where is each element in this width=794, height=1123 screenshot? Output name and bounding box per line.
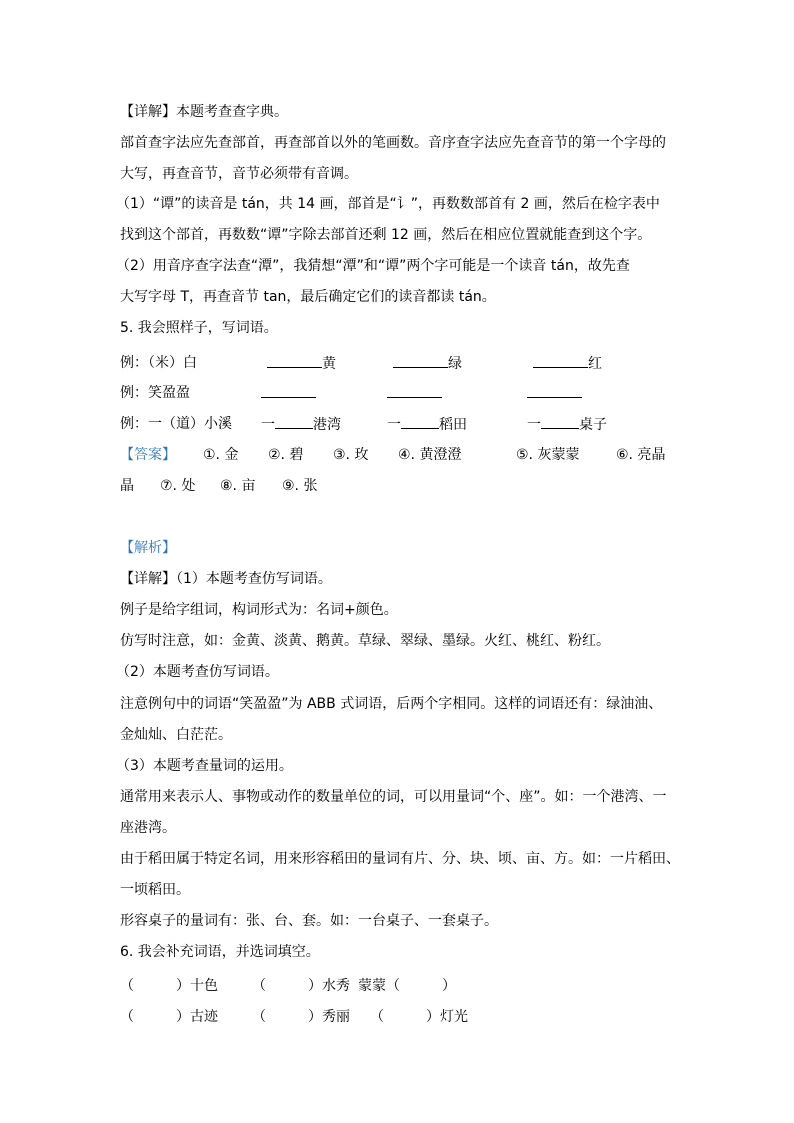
prefix: 一 [261, 417, 275, 433]
answer-item: ⑦. 处 [160, 478, 196, 494]
item-word: 桌子 [579, 417, 607, 433]
text-line: （2）用音序查字法查“潭”，我猜想“潭”和“谭”两个字可能是一个读音 tán，故先查 [116, 258, 630, 274]
answer-item: ⑧. 亩 [220, 478, 256, 494]
question-title: 6. 我会补充词语，并选词填空。 [120, 944, 320, 960]
text-line: 【详解】本题考查查字典。 [120, 104, 288, 120]
fill-item[interactable] [393, 353, 462, 374]
fill-item[interactable]: （ ）灯光 [370, 1009, 468, 1025]
text-line: 形容桌子的量词有：张、台、套。如：一台桌子、一套桌子。 [120, 913, 498, 929]
fill-item[interactable] [387, 414, 467, 435]
text-line: （1）“谭”的读音是 tán，共 14 画，部首是“讠”，再数数部首有 2 画，然后在检字表中 [116, 196, 660, 212]
text-line: 大写字母 T，再查音节 tan，最后确定它们的读音都读 tán。 [120, 289, 496, 305]
text-line: 大写，再查音节，音节必须带有音调。 [120, 166, 358, 182]
item-word: 绿 [448, 356, 462, 372]
answer-item: ④. 黄澄澄 [398, 447, 462, 463]
analysis-label: 【解析】 [120, 540, 176, 556]
text-line: 部首查字法应先查部首，再查部首以外的笔画数。音序查字法应先查音节的第一个字母的 [120, 135, 666, 151]
fill-item[interactable] [261, 414, 341, 435]
answer-item: ⑨. 张 [282, 478, 318, 494]
answer-item: ②. 碧 [268, 447, 304, 463]
fill-item[interactable] [533, 353, 602, 374]
item-word: 港湾 [313, 417, 341, 433]
fill-item[interactable]: 蒙蒙（ ） [358, 978, 456, 994]
answer-item: ⑥. 亮晶 [616, 447, 666, 463]
fill-item[interactable]: （ ）古迹 [120, 1009, 218, 1025]
prefix: 一 [527, 417, 541, 433]
text-line: 通常用来表示人、事物或动作的数量单位的词，可以用量词“个、座”。如：一个港湾、一 [120, 789, 667, 805]
fill-blank[interactable] [527, 383, 582, 404]
example-text: 例：笑盈盈 [120, 385, 190, 401]
fill-blank[interactable] [261, 383, 316, 404]
fill-item[interactable] [527, 414, 607, 435]
answer-label: 【答案】 [120, 447, 176, 463]
fill-blank[interactable] [387, 383, 442, 404]
text-line: （2）本题考查仿写词语。 [116, 664, 279, 680]
item-word: 黄 [322, 356, 336, 372]
text-line: 例子是给字组词，构词形式为：名词+颜色。 [120, 602, 398, 618]
answer-item: ⑤. 灰蒙蒙 [516, 447, 580, 463]
answer-item: ③. 玫 [333, 447, 369, 463]
text-line: 由于稻田属于特定名词，用来形容稻田的量词有片、分、块、顷、亩、方。如：一片稻田、 [120, 851, 680, 867]
text-line: 座港湾。 [120, 820, 176, 836]
text-line: 找到这个部首，再数数“谭”字除去部首还剩 12 画，然后在相应位置就能查到这个字。 [120, 227, 652, 243]
text-line: 金灿灿、白茫茫。 [120, 727, 232, 743]
text-line: （3）本题考查量词的运用。 [116, 758, 293, 774]
item-word: 红 [588, 356, 602, 372]
answer-item: ①. 金 [203, 447, 239, 463]
text-line: 注意例句中的词语“笑盈盈”为 ABB 式词语，后两个字相同。这样的词语还有：绿油油、 [120, 696, 663, 712]
text-line: 一顷稻田。 [120, 882, 190, 898]
fill-item[interactable]: （ ）十色 [120, 978, 218, 994]
fill-item[interactable]: （ ）水秀 [252, 978, 350, 994]
example-text: 例：（米）白 [120, 355, 197, 371]
text-line: 仿写时注意，如：金黄、淡黄、鹅黄。草绿、翠绿、墨绿。火红、桃红、粉红。 [120, 633, 610, 649]
answer-item: 晶 [120, 478, 134, 494]
prefix: 一 [387, 417, 401, 433]
item-word: 稻田 [439, 417, 467, 433]
fill-item[interactable]: （ ）秀丽 [252, 1009, 350, 1025]
fill-item[interactable] [267, 353, 336, 374]
example-text: 例：一（道）小溪 [120, 416, 232, 432]
text-line: 【详解】（1）本题考查仿写词语。 [120, 571, 332, 587]
question-title: 5. 我会照样子，写词语。 [120, 320, 278, 336]
